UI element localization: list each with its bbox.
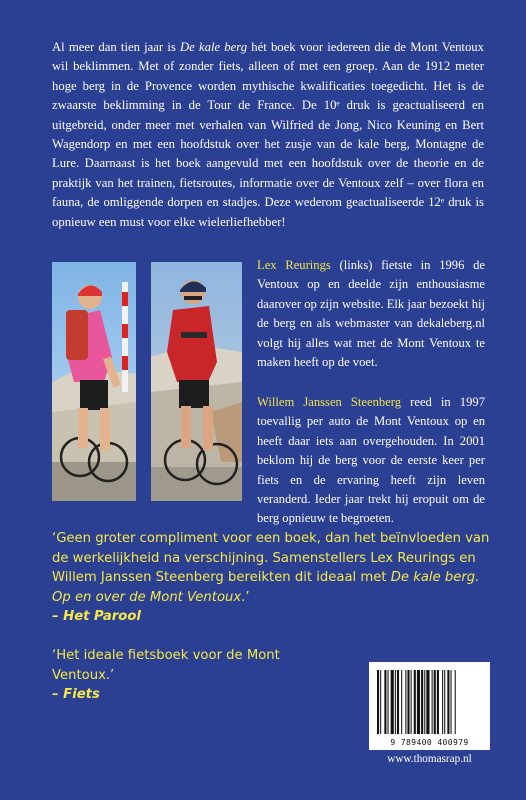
bio-text-lex: (links) fietste in 1996 de Ventoux op en deelde zijn enthousiasme daarover op zijn website. Elk jaar bezoekt hij de berg en als webmaster van dekaleberg.nl volgt hij alles wat met de Mont Ventoux te maken heeft op de voet.: [257, 258, 486, 370]
publisher-website: www.thomasrap.nl: [387, 753, 472, 765]
photo-lex-reurings: [52, 262, 136, 501]
quote-source-parool: – Het Parool: [52, 609, 141, 625]
bio-text-willem: reed in 1997 toevallig per auto de Mont Ventoux op en heeft daar iets aan overgehouden. In 2001 beklom hij de berg voor de eerste keer per fiets en de ervaring heeft zijn leven veranderd. Ieder jaar trekt hij eropuit om de berg opnieuw te begroeten.: [257, 395, 485, 526]
photo-willem-janssen-steenberg: [151, 262, 242, 501]
quote-source-fiets: – Fiets: [52, 687, 100, 703]
review-quote-fiets: [52, 646, 292, 705]
quote-parool-close: .’: [241, 589, 250, 605]
quote-parool-title: De kale berg. Op en over de Mont Ventoux: [52, 570, 480, 605]
blurb-text-rest: hét boek voor iedereen die de Mont Ventoux wil beklimmen. Met of zonder fiets, alleen of met een groep. Aan de 1912 meter hoge berg in de Provence worden mythische kwalificaties toegedicht. Het is de zwaarste beklimming in de Tour de France. De 10ᵉ druk is geactualiseerd en uitgebreid, onder meer met verhalen van Wilfried de Jong, Nico Keuning en Bert Wagendorp en met een hoofdstuk over het zusje van de kale berg, Montagne de Lure. Daarnaast is het boek aangevuld met een hoofdstuk over de theorie en de praktijk van het trainen, fietsroutes, informatie over de Ventoux zelf – over flora en fauna, de omliggende dorpen en stadjes. Deze wederom geactualiseerde 12ᵉ druk is opnieuw een must voor elke wielerliefhebber!: [52, 40, 484, 229]
bio-willem-janssen-steenberg: [257, 393, 485, 529]
barcode-bars: [369, 666, 490, 738]
book-title-italic: De kale berg: [179, 40, 248, 54]
isbn-number: 9 789400 400979: [390, 738, 469, 747]
bio-name-willem: Willem Janssen Steenberg: [257, 395, 402, 409]
back-cover-blurb: [52, 38, 484, 232]
quote-fiets-text: ‘Het ideale fietsboek voor de Mont Ventoux.’: [52, 648, 280, 683]
blurb-text-start: Al meer dan tien jaar is: [52, 40, 180, 54]
quote-parool-text: ‘Geen groter compliment voor een boek, dan het beïnvloeden van de werkelijkheid na verschijning. Samenstellers Lex Reurings en Willem Janssen Steenberg bereikten dit ideaal met: [52, 531, 490, 586]
review-quote-parool: [52, 529, 502, 627]
bio-lex-reurings: [257, 256, 485, 372]
isbn-barcode: [369, 662, 490, 750]
bio-name-lex: Lex Reurings: [257, 258, 331, 272]
